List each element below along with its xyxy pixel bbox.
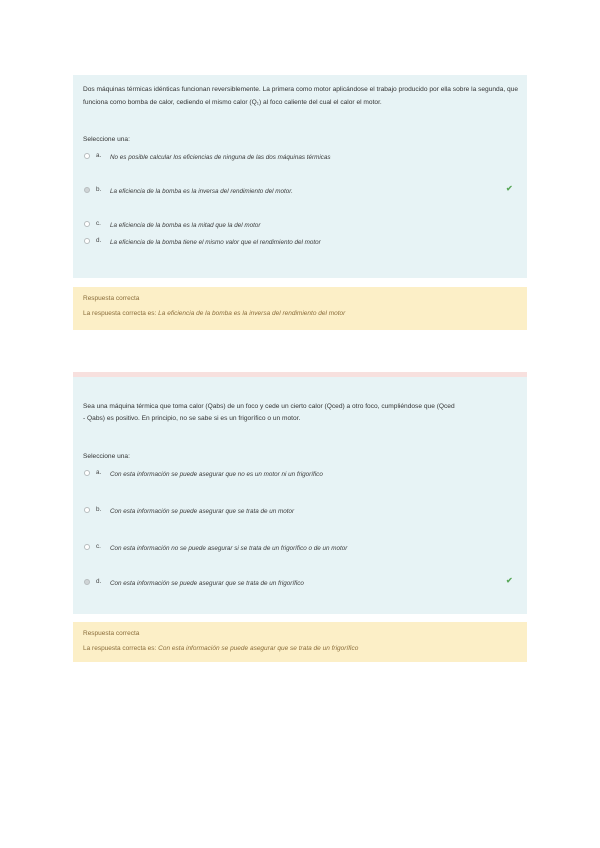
option-text: La eficiencia de la bomba tiene el mismo valor que el rendimiento del motor — [110, 239, 321, 246]
option-d[interactable] — [73, 235, 527, 249]
correct-check-icon: ✔ — [506, 576, 513, 585]
question-2 — [73, 372, 527, 614]
correct-check-icon: ✔ — [506, 184, 513, 193]
radio-button[interactable] — [84, 507, 90, 513]
question-text-line-2: - Qabs) es positivo. En principio, no se sabe si es un frigorífico o un motor. — [83, 415, 301, 422]
option-text: No es posible calcular los eficiencias de ninguna de las dos máquinas térmicas — [110, 154, 331, 161]
radio-button-selected[interactable] — [84, 187, 90, 193]
radio-button-selected[interactable] — [84, 579, 90, 585]
option-c[interactable] — [73, 218, 527, 232]
feedback-prefix: La respuesta correcta es: — [83, 645, 157, 652]
option-text: Con esta información se puede asegurar que se trata de un motor — [110, 508, 295, 515]
feedback-body — [83, 645, 358, 652]
option-text: La eficiencia de la bomba es la inversa del rendimiento del motor. — [110, 188, 293, 195]
radio-button[interactable] — [84, 544, 90, 550]
option-b[interactable] — [73, 184, 527, 198]
radio-button[interactable] — [84, 221, 90, 227]
option-a[interactable] — [73, 467, 527, 481]
feedback-1 — [73, 287, 527, 330]
radio-button[interactable] — [84, 153, 90, 159]
radio-button[interactable] — [84, 238, 90, 244]
option-letter: a. — [96, 152, 102, 159]
select-prompt: Seleccione una: — [83, 136, 130, 143]
option-text: Con esta información se puede asegurar que se trata de un frigorífico — [110, 580, 304, 587]
option-c[interactable] — [73, 541, 527, 555]
option-a[interactable] — [73, 150, 527, 164]
radio-button[interactable] — [84, 470, 90, 476]
question-1 — [73, 75, 527, 278]
feedback-answer: Con esta información se puede asegurar que se trata de un frigorífico — [158, 645, 359, 652]
option-letter: a. — [96, 469, 102, 476]
option-letter: c. — [96, 543, 101, 550]
select-prompt: Seleccione una: — [83, 453, 130, 460]
option-b[interactable] — [73, 504, 527, 518]
option-letter: c. — [96, 220, 101, 227]
feedback-prefix: La respuesta correcta es: — [83, 310, 157, 317]
feedback-2 — [73, 622, 527, 662]
option-d[interactable] — [73, 576, 527, 590]
option-letter: b. — [96, 186, 102, 193]
feedback-title: Respuesta correcta — [83, 295, 140, 302]
feedback-answer: La eficiencia de la bomba es la inversa del rendimiento del motor — [158, 310, 346, 317]
question-text-line-1: Sea una máquina térmica que toma calor (Qabs) de un foco y cede un cierto calor (Qced) a otro foco, cumpliéndose que (Qced — [83, 403, 455, 410]
feedback-title: Respuesta correcta — [83, 630, 140, 637]
option-text: Con esta información no se puede asegurar si se trata de un frigorífico o de un motor — [110, 545, 348, 552]
option-text: La eficiencia de la bomba es la mitad que la del motor — [110, 222, 261, 229]
option-letter: d. — [96, 578, 102, 585]
option-letter: b. — [96, 506, 102, 513]
question-text: Dos máquinas térmicas idénticas funcionan reversiblemente. La primera como motor aplicándose el trabajo producido por ella sobre la segunda, que funciona como bomba de calor, cediendo el mismo calor (Q₁) al foco caliente del cual el calor el motor. — [83, 86, 519, 106]
feedback-body — [83, 310, 345, 317]
option-letter: d. — [96, 237, 102, 244]
option-text: Con esta información se puede asegurar que no es un motor ni un frigorífico — [110, 471, 323, 478]
